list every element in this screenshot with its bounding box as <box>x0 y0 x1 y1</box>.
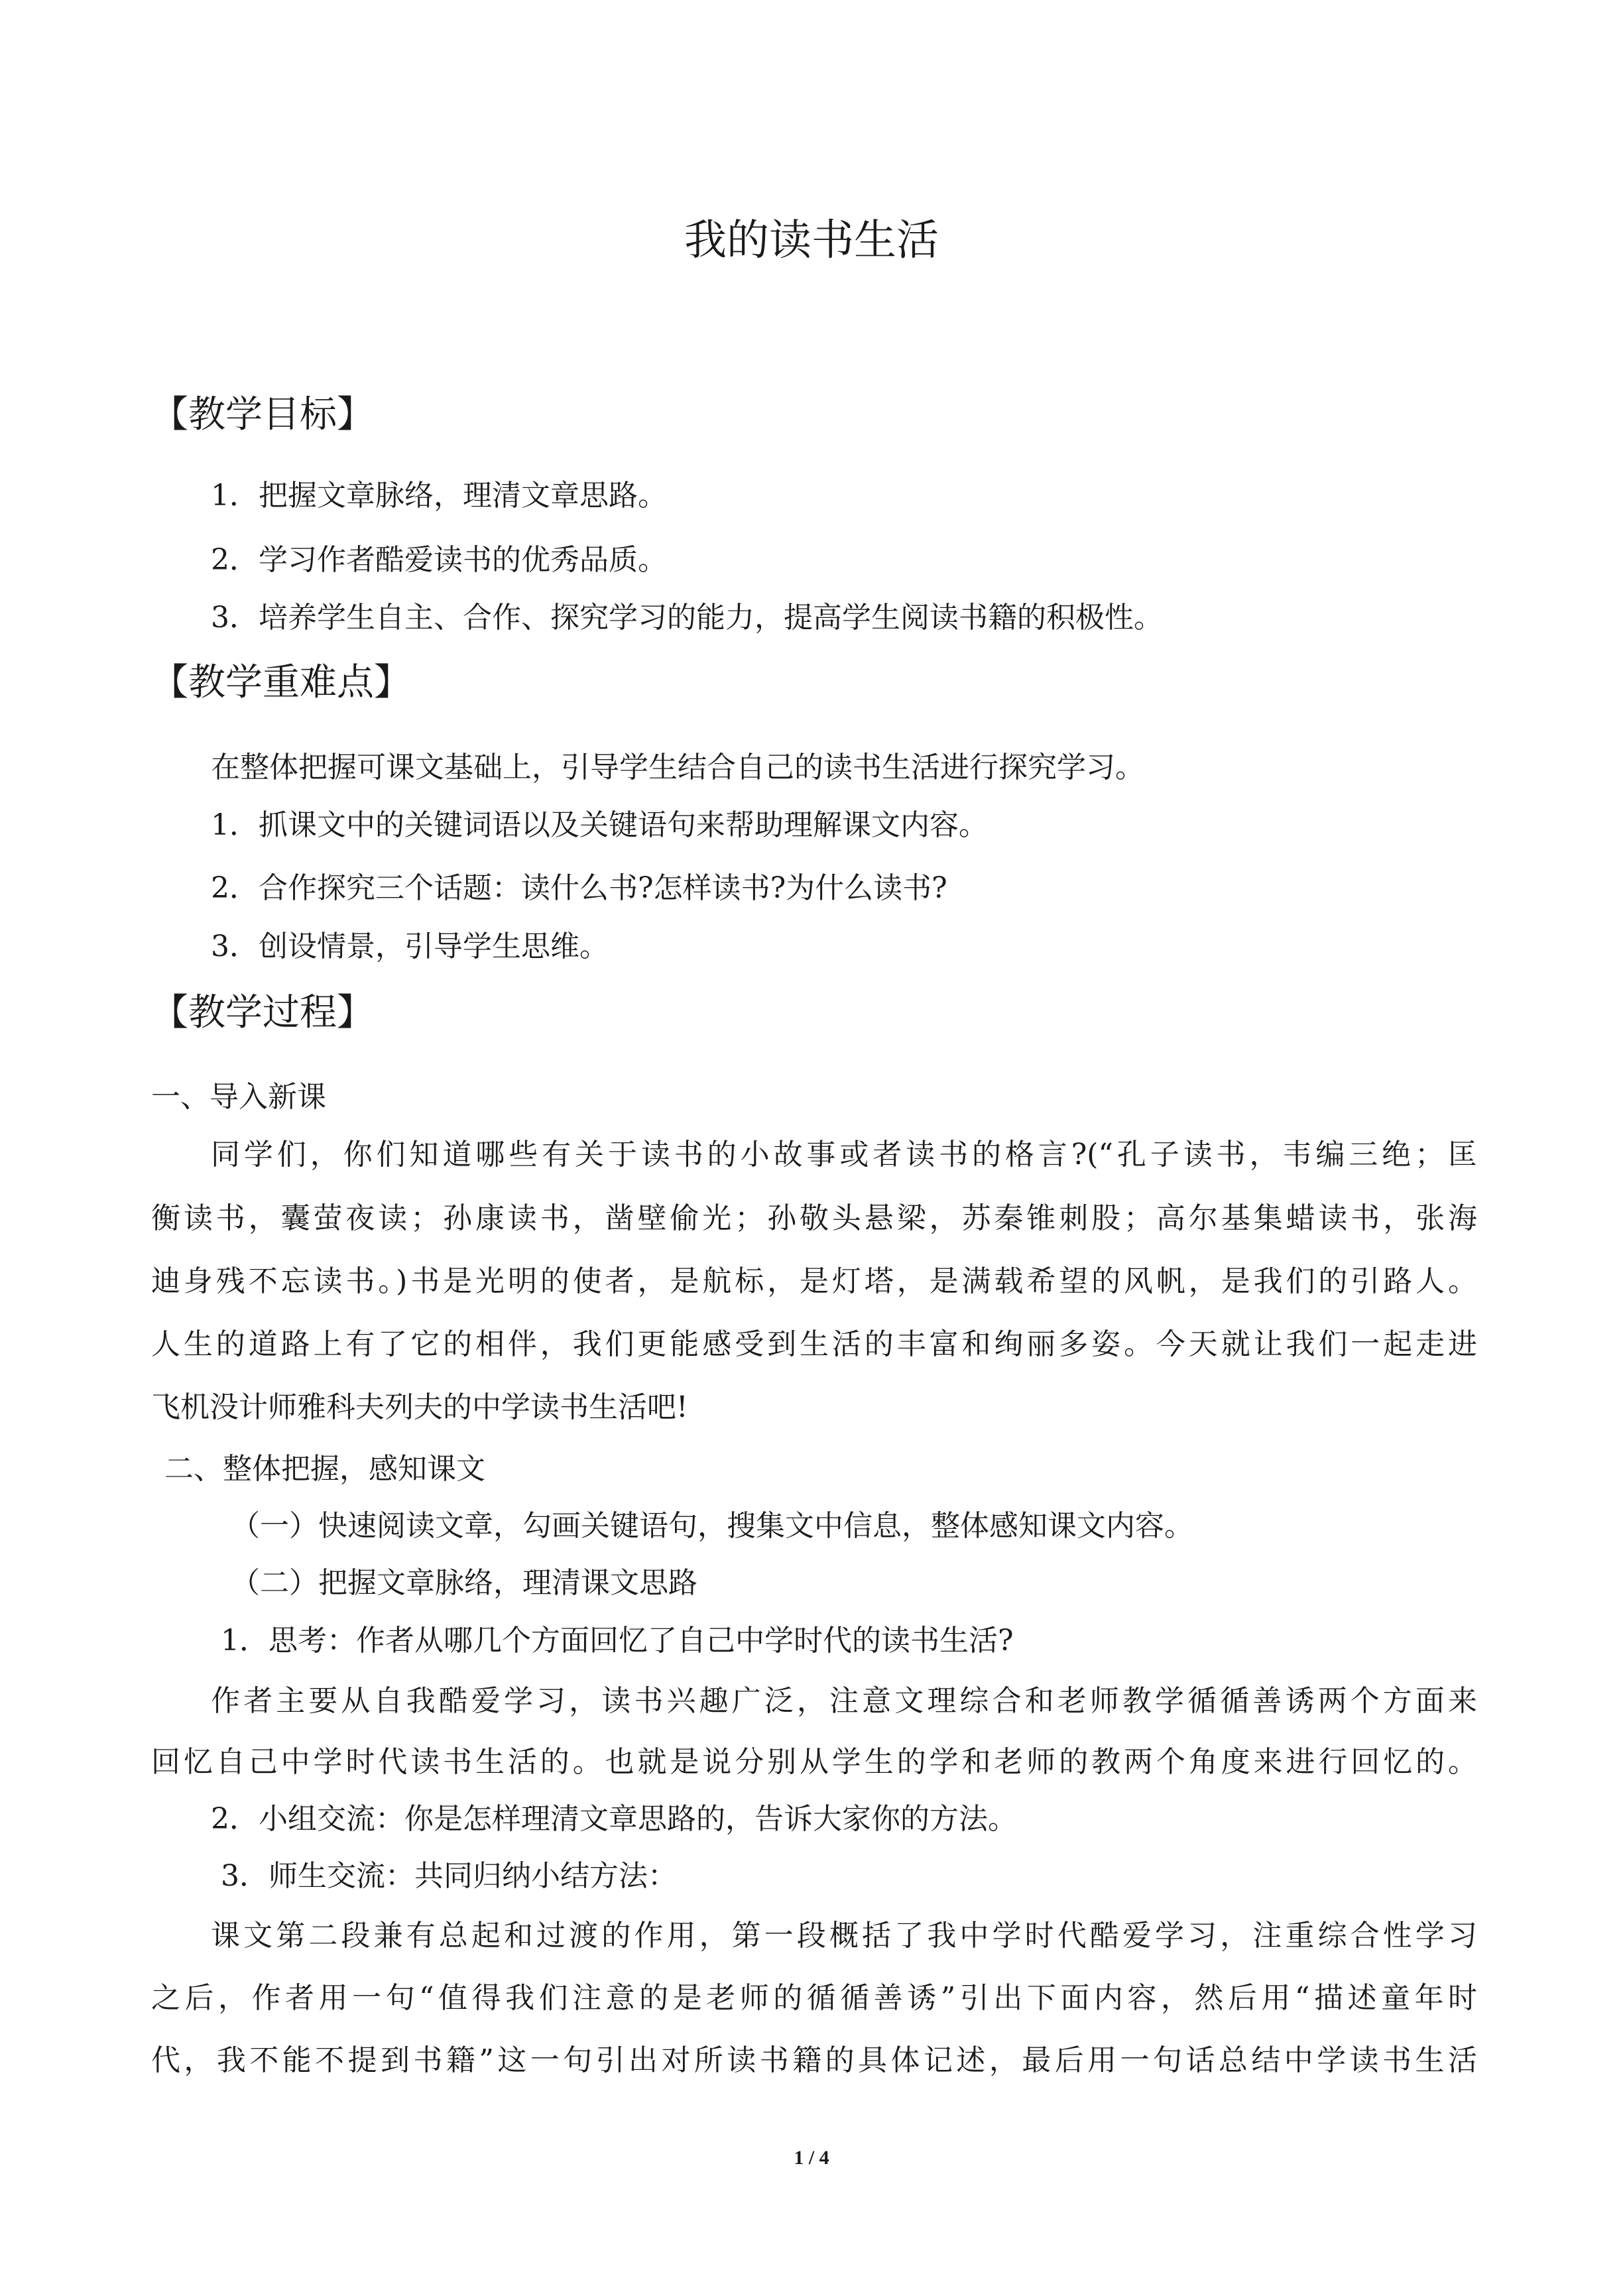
question-3: 3．师生交流：共同归纳小结方法： <box>221 1859 677 1893</box>
answer-3-line-3: 代，我不能不提到书籍”这一句引出对所读书籍的具体记述，最后用一句话总结中学读书生活 <box>151 2043 1477 2077</box>
part2-sub1: （一）快速阅读文章，勾画关键语句，搜集文中信息，整体感知课文内容。 <box>231 1509 1193 1543</box>
answer-1-line-2: 回忆自己中学时代读书生活的。也就是说分别从学生的学和老师的教两个角度来进行回忆的。 <box>151 1745 1477 1779</box>
part1-title: 一、导入新课 <box>151 1080 326 1114</box>
objective-item-3: 3．培养学生自主、合作、探究学习的能力，提高学生阅读书籍的积极性。 <box>211 601 1163 634</box>
part1-line-2: 衡读书，囊萤夜读；孙康读书，凿壁偷光；孙敬头悬梁，苏秦锥刺股；高尔基集蜡读书，张海 <box>151 1201 1477 1235</box>
key-point-item-1: 1．抓课文中的关键词语以及关键语句来帮助理解课文内容。 <box>211 808 988 842</box>
part1-line-5: 飞机没计师雅科夫列夫的中学读书生活吧! <box>151 1390 688 1424</box>
page-number: 1 / 4 <box>794 2147 829 2169</box>
heading-objectives: 【教学目标】 <box>151 393 374 436</box>
key-points-intro: 在整体把握可课文基础上，引导学生结合自己的读书生活进行探究学习。 <box>211 751 1144 784</box>
answer-3-line-1: 课文第二段兼有总起和过渡的作用，第一段概括了我中学时代酷爱学习，注重综合性学习 <box>211 1919 1477 1953</box>
question-2: 2．小组交流：你是怎样理清文章思路的，告诉大家你的方法。 <box>211 1802 1017 1836</box>
part1-line-1: 同学们，你们知道哪些有关于读书的小故事或者读书的格言?(“孔子读书，韦编三绝；匡 <box>211 1138 1477 1172</box>
part1-line-4: 人生的道路上有了它的相伴，我们更能感受到生活的丰富和绚丽多姿。今天就让我们一起走进 <box>151 1327 1477 1361</box>
part2-title: 二、整体把握，感知课文 <box>164 1452 485 1486</box>
question-1: 1．思考：作者从哪几个方面回忆了自己中学时代的读书生活? <box>221 1624 1014 1658</box>
answer-1-line-1: 作者主要从自我酷爱学习，读书兴趣广泛，注意文理综合和老师教学循循善诱两个方面来 <box>211 1684 1477 1718</box>
objective-item-1: 1．把握文章脉络，理清文章思路。 <box>211 479 667 513</box>
document-title: 我的读书生活 <box>684 216 939 265</box>
key-point-item-3: 3．创设情景，引导学生思维。 <box>211 930 609 963</box>
part1-line-3: 迪身残不忘读书。)书是光明的使者，是航标，是灯塔，是满载希望的风帆，是我们的引路人。 <box>151 1264 1477 1298</box>
objective-item-2: 2．学习作者酷爱读书的优秀品质。 <box>211 543 667 577</box>
heading-key-points: 【教学重难点】 <box>151 661 411 704</box>
part2-sub2: （二）把握文章脉络，理清课文思路 <box>231 1566 697 1600</box>
answer-3-line-2: 之后，作者用一句“值得我们注意的是老师的循循善诱”引出下面内容，然后用“描述童年时 <box>151 1981 1477 2015</box>
key-point-item-2: 2．合作探究三个话题：读什么书?怎样读书?为什么读书? <box>211 871 947 905</box>
heading-process: 【教学过程】 <box>151 991 374 1034</box>
